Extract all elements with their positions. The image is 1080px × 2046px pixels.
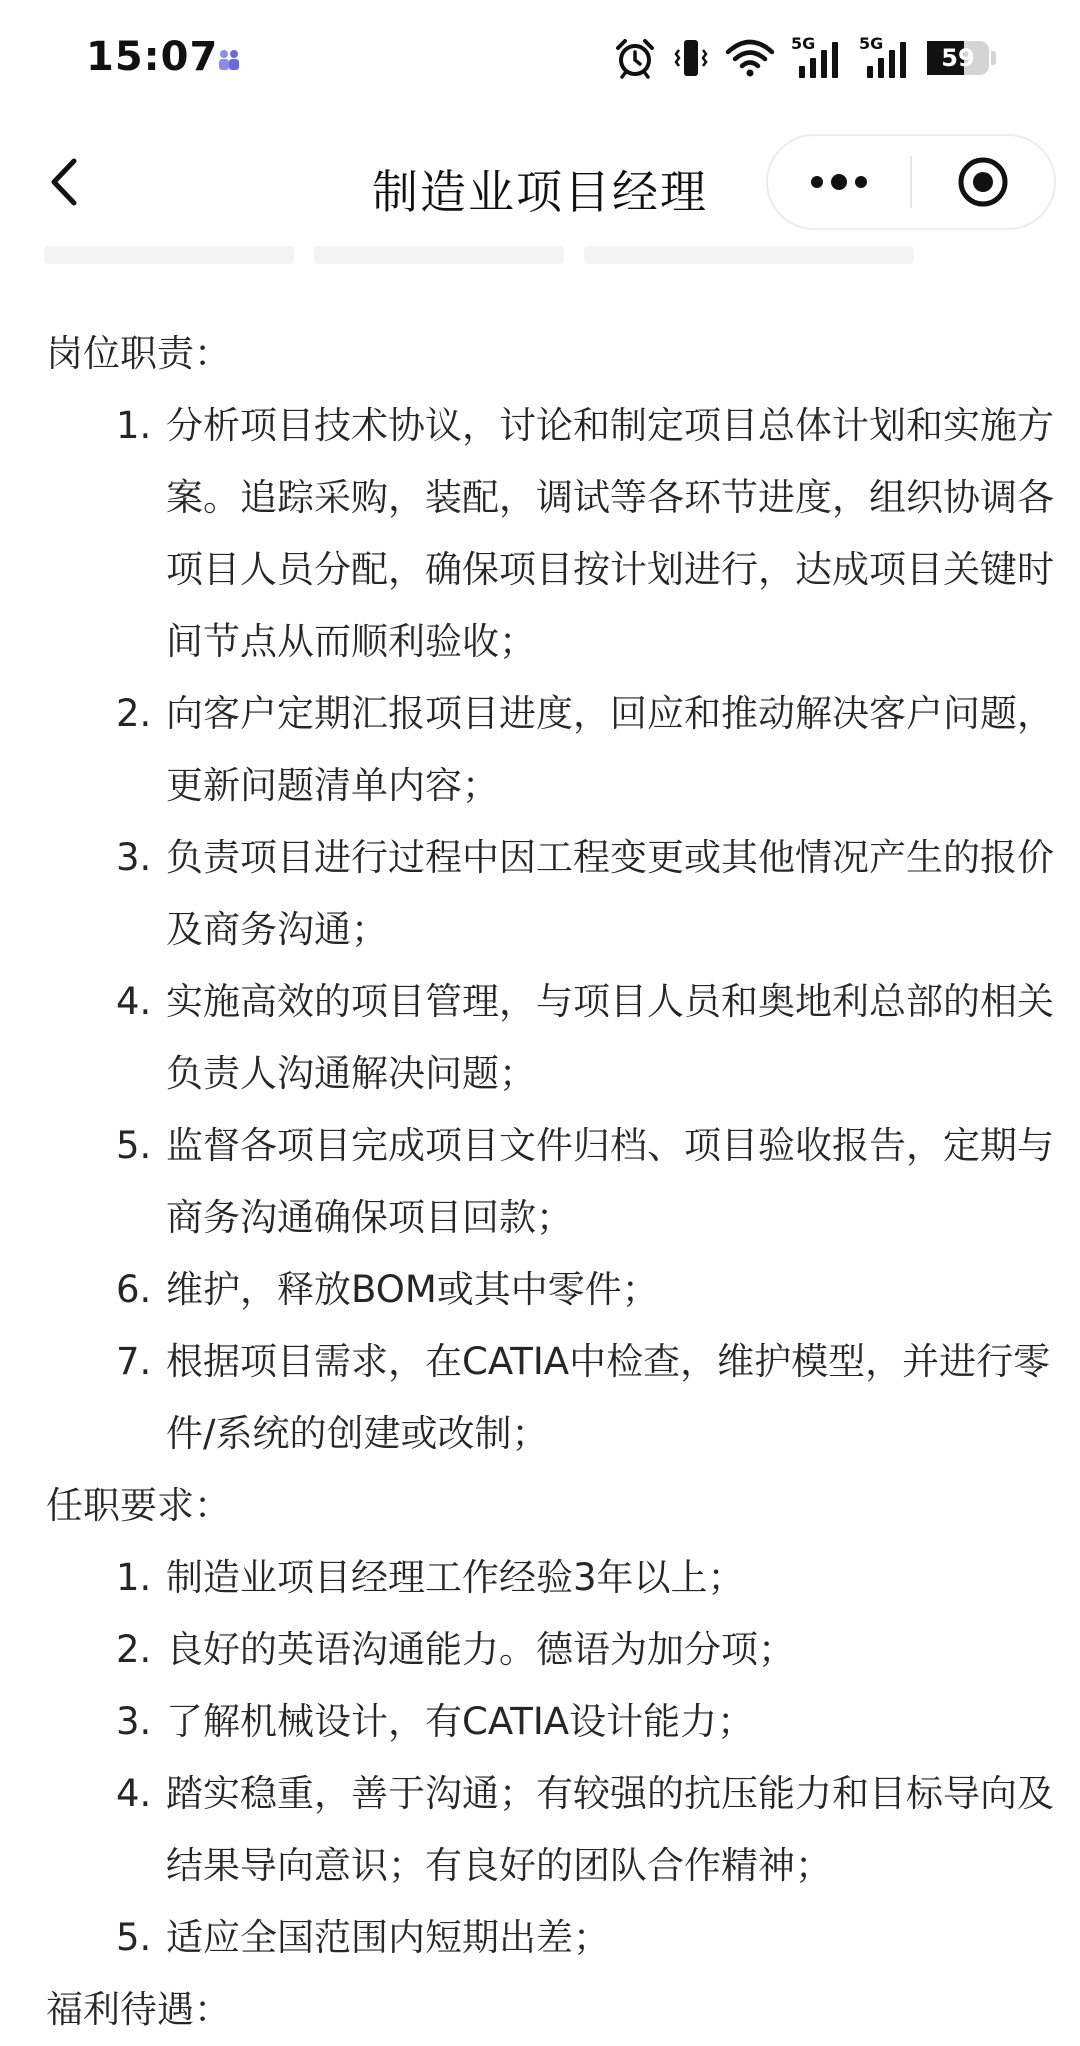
battery-group xyxy=(927,41,996,75)
list-text: 监督各项目完成项目文件归档、项目验收报告，定期与商务沟通确保项目回款； xyxy=(166,1124,1054,1239)
list-number: 3. xyxy=(116,836,152,879)
nav-bar xyxy=(0,118,1080,248)
list-number: 7. xyxy=(116,1340,152,1383)
list-text: 良好的英语沟通能力。德语为加分项； xyxy=(166,1628,795,1671)
list-item xyxy=(46,1686,1036,1758)
signal-5g-2 xyxy=(859,36,911,80)
list-item xyxy=(46,390,1054,678)
list-text: 适应全国范围内短期出差； xyxy=(166,1916,610,1959)
list-number: 2. xyxy=(116,692,152,735)
battery-cap xyxy=(991,51,996,65)
list-number: 1. xyxy=(116,1556,152,1599)
battery-icon xyxy=(927,41,989,75)
vibrate-icon xyxy=(673,36,709,80)
list-text: 踏实稳重，善于沟通；有较强的抗压能力和目标导向及结果导向意识；有良好的团队合作精神； xyxy=(166,1772,1054,1887)
list-text: 向客户定期汇报项目进度，回应和推动解决客户问题，更新问题清单内容； xyxy=(166,692,1054,807)
list-number: 1. xyxy=(116,404,152,447)
list-item xyxy=(46,966,1054,1110)
wifi-icon xyxy=(725,38,775,78)
requirements-list xyxy=(46,1542,1054,1974)
status-icons xyxy=(613,34,996,82)
list-text: 制造业项目经理工作经验3年以上； xyxy=(166,1556,745,1599)
job-description xyxy=(46,318,1054,2046)
list-text: 根据项目需求，在CATIA中检查，维护模型，并进行零件/系统的创建或改制； xyxy=(166,1340,1051,1455)
list-item xyxy=(46,1902,1036,1974)
list-number: 5. xyxy=(116,1124,152,1167)
list-item xyxy=(46,1614,1036,1686)
list-number: 4. xyxy=(116,980,152,1023)
network-type-label: 5G xyxy=(859,34,884,53)
list-number: 4. xyxy=(116,1772,152,1815)
alarm-icon xyxy=(613,36,657,80)
list-item xyxy=(46,822,1054,966)
list-number: 2. xyxy=(116,1628,152,1671)
tag-placeholder xyxy=(584,246,914,264)
mini-program-capsule xyxy=(766,134,1056,230)
team-app-icon xyxy=(216,47,242,73)
list-text: 分析项目技术协议，讨论和制定项目总体计划和实施方案。追踪采购，装配，调试等各环节进度，组织协调各项目人员分配，确保项目按计划进行，达成项目关键时间节点从而顺利验收； xyxy=(166,404,1054,663)
list-item xyxy=(46,1326,1051,1470)
tag-placeholder xyxy=(44,246,294,264)
close-button[interactable] xyxy=(912,136,1054,228)
list-item xyxy=(46,1542,1036,1614)
section-title-requirements: 任职要求： xyxy=(46,1484,231,1527)
list-item xyxy=(46,1110,1054,1254)
list-number: 3. xyxy=(116,1700,152,1743)
list-item xyxy=(46,1254,1036,1326)
status-time: 15:07 xyxy=(86,34,219,80)
list-text: 负责项目进行过程中因工程变更或其他情况产生的报价及商务沟通； xyxy=(166,836,1054,951)
list-text: 了解机械设计，有CATIA设计能力； xyxy=(166,1700,755,1743)
list-number: 5. xyxy=(116,1916,152,1959)
tag-placeholder xyxy=(314,246,564,264)
section-title-duties: 岗位职责： xyxy=(46,332,231,375)
close-target-icon xyxy=(956,155,1010,209)
network-type-label: 5G xyxy=(791,34,816,53)
list-number: 6. xyxy=(116,1268,152,1311)
duties-list xyxy=(46,390,1054,1470)
page-title: 制造业项目经理 xyxy=(372,165,708,219)
signal-icon xyxy=(791,36,843,80)
tag-row xyxy=(44,246,914,266)
battery-level: 59 xyxy=(941,44,975,72)
list-text: 维护，释放BOM或其中零件； xyxy=(166,1268,659,1311)
list-text: 实施高效的项目管理，与项目人员和奥地利总部的相关负责人沟通解决问题； xyxy=(166,980,1054,1095)
list-item xyxy=(46,678,1054,822)
section-title-benefits: 福利待遇： xyxy=(46,1988,231,2031)
status-bar xyxy=(0,0,1080,118)
more-dots-icon xyxy=(809,172,869,192)
list-item xyxy=(46,1758,1054,1902)
more-button[interactable] xyxy=(768,136,910,228)
signal-5g-1 xyxy=(791,36,843,80)
signal-icon xyxy=(859,36,911,80)
